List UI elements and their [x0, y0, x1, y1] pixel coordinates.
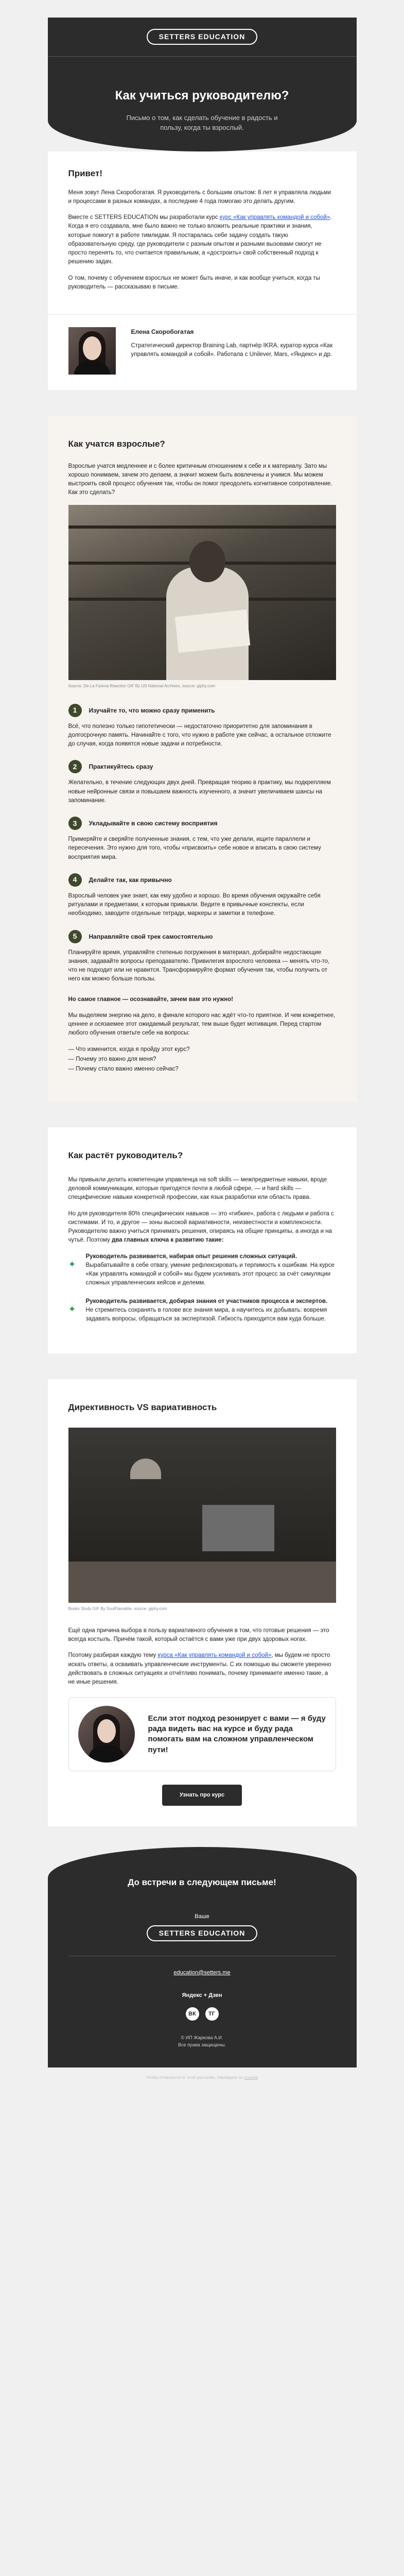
step-number: 3 — [68, 817, 82, 830]
directive-p2-after: , мы будем не просто искать ответы, а осваивать управленческие инструменты. С их помощью вы сможете уверенно действовать в сложных ситуациях и отчётливо понимать, почему принимаете именно такие, а не иные решения. — [68, 1652, 331, 1685]
skill-2-title: Руководитель развивается, добирая знания от участников процесса и экспертов. — [85, 1298, 328, 1304]
step-title: Укладывайте в свою систему восприятия — [89, 820, 218, 827]
skill-1-title: Руководитель развивается, набирая опыт решения сложных ситуаций. — [85, 1253, 297, 1260]
skill-item-2 — [68, 1297, 336, 1324]
question-1: — Что изменится, когда я пройду этот курс? — [68, 1046, 190, 1053]
author-name: Елена Скоробогатая — [131, 328, 194, 335]
growth-paragraph-1: Мы привыкли делить компетенции управленца на soft skills — межпредметные навыки, вроде деловой коммуникации, которые пригодятся почти в любой сфере, — и hard skills — специфические навыки конкретной профессии, как язык разработки или область права. — [68, 1176, 327, 1201]
sparkle-icon: ✦ — [68, 1303, 76, 1314]
step-item — [68, 704, 336, 749]
author-avatar-round — [78, 1706, 135, 1762]
growth-paragraph-2 — [68, 1210, 336, 1245]
greeting-heading: Привет! — [68, 168, 102, 178]
intro-p2-before: Вместе с SETTERS EDUCATION мы разработали курс — [68, 214, 220, 221]
growth-p2-bold: два главных ключа к развитию такие: — [112, 1237, 224, 1244]
page-subtitle: Письмо о том, как сделать обучение в радость и пользу, когда ты взрослый. — [126, 114, 278, 131]
intro-paragraph-2 — [68, 213, 336, 267]
growth-heading: Как растёт руководитель? — [68, 1150, 183, 1161]
unsubscribe-note — [48, 2067, 357, 2088]
footer-email-link[interactable]: education@setters.me — [173, 1969, 231, 1976]
author-avatar — [68, 327, 116, 375]
step-text: Планируйте время, управляйте степенью погружения в материал, добирайте недостающие знания, задавайте вопросы преподавателю. Привилегия взрослого человека — менять что-то, что не подходит или не нравится. Трансформируйте формат обучения так, чтобы получить от него как можно больше пользы. — [68, 949, 330, 982]
page-title: Как учиться руководителю? — [115, 89, 289, 103]
directive-p2-before: Поэтому разбирая каждую тему — [68, 1652, 158, 1659]
step-item — [68, 817, 336, 862]
step-number: 1 — [68, 704, 82, 717]
course-link[interactable]: курс «Как управлять командой и собой» — [219, 214, 330, 221]
footer-copyright — [68, 2034, 336, 2049]
skill-item-1 — [68, 1252, 336, 1288]
top-spacer — [0, 0, 404, 18]
step-title: Направляйте свой трек самостоятельно — [89, 933, 213, 940]
intro-paragraph-1: Меня зовут Лена Скоробогатая. Я руководитель с большим опытом: 8 лет я управляла людьми и процессами в разных командах, а последние 4 года помогаю это делать другим. — [68, 189, 331, 205]
directive-heading: Директивность VS вариативность — [68, 1402, 217, 1413]
image-caption-2: Books Study GIF By SoulFlamable, source: giphy.com — [68, 1606, 167, 1611]
intro-p2-after: . Когда я его создавала, мне было важно не только вложить реальные практики и знания, которые помогут в работе тимлидам. Я постаралась себе задачу создать такую образовательную среду, где руководители с разным опытом и разными вызовами смогут не просто перенять то, что считается правильным, а «достроить» свой собственный подход к решению задач. — [68, 214, 332, 265]
growth-p2-text: Но для руководителя 80% специфических навыков — это «гибкие», работа с людьми и работа с системами. И то, и другое — зоны высокой вариативности, неизвестности и комплексности. Руководителю важно учиться принимать решения, опираясь на общие принципы, а иногда и на чутьё. Поэтому — [68, 1210, 334, 1244]
vk-icon[interactable]: ВК — [186, 2007, 199, 2021]
skill-1-text: Вырабатывайте в себе отвагу, умение рефлексировать и терпимость к ошибкам. На курсе «Как управлять командой и собой» мы будем усиливать этот процесс за счёт симуляции сложных управленческих кейсов и делемм. — [85, 1262, 335, 1286]
library-reading-image — [68, 505, 336, 680]
telegram-icon[interactable]: ТГ — [205, 2007, 219, 2021]
copyright-line-2: Все права защищены. — [178, 2042, 226, 2048]
step-item — [68, 760, 336, 805]
step-title: Делайте так, как привычно — [89, 876, 172, 884]
footer-logo[interactable]: SETTERS EDUCATION — [147, 1925, 258, 1941]
header-logo[interactable]: SETTERS EDUCATION — [147, 29, 258, 45]
email-column — [48, 18, 357, 2088]
desk-study-image — [68, 1428, 336, 1603]
adults-closing-paragraph: Мы выделяем энергию на дело, в финале которого нас ждёт что-то приятное. И чем конкретнее, ценнее и осязаемее этот ожидаемый результат, тем выше будет мотивация. Перед стартом любого обучения ответьте себе на вопросы: — [68, 1012, 336, 1037]
step-number: 2 — [68, 760, 82, 773]
step-text: Всё, что полезно только гипотетически — недостаточно приоритетно для запоминания в долгосрочную память. Начинайте с того, что нужно в работе уже сейчас, а остальное отложите до случая, когда появятся новые задачи и потребности. — [68, 723, 331, 747]
question-3: — Почему стало важно именно сейчас? — [68, 1066, 179, 1072]
adults-key-point: Но самое главное — осознавайте, зачем вам это нужно! — [68, 996, 234, 1003]
intro-section — [48, 151, 357, 314]
unsubscribe-link[interactable]: ссылке — [244, 2075, 258, 2080]
step-item — [68, 873, 336, 919]
adults-section — [48, 416, 357, 1101]
step-title: Практикуйтесь сразу — [89, 763, 153, 771]
footer-farewell: До встречи в следующем письме! — [128, 1877, 276, 1887]
step-text: Желательно, в течение следующих двух дней. Превращая теорию в практику, мы подкрепляем новые нейронные связи и повышаем важность изученного, а значит увеличиваем шансы на запоминание. — [68, 779, 331, 804]
step-text: Примеряйте и сверяйте полученные знания, с тем, что уже делали, ищите параллели и пересечения. Это нужно для того, чтобы «присвоить» себе новое и вписать в свою систему восприятия мира. — [68, 836, 321, 860]
sparkle-icon: ✦ — [68, 1259, 76, 1269]
author-card — [48, 314, 357, 390]
question-2: — Почему это важно для меня? — [68, 1056, 156, 1062]
unsubscribe-text: Чтобы отписаться от этой рассылки, перейдите по — [146, 2075, 244, 2080]
step-title: Изучайте то, что можно сразу применить — [89, 706, 215, 714]
social-icons — [68, 2007, 336, 2021]
adults-heading: Как учатся взрослые? — [68, 439, 165, 449]
header-divider — [48, 56, 357, 57]
directive-section — [48, 1379, 357, 1826]
skill-2-text: Не стремитесь сохранять в голове все знания мира, а научитесь их добывать: вовремя задавать вопросы, обращаться за экспертизой. Гибкость приходится вам куда больше. — [85, 1307, 327, 1322]
step-number: 4 — [68, 873, 82, 887]
image-caption: Source: De La Farena Reaction GIF By US National Archives, source: giphy.com — [68, 683, 216, 688]
footer-social-label: Яндекс + Дзен — [182, 1992, 222, 1999]
course-link-2[interactable]: курса «Как управлять командой и собой» — [157, 1652, 272, 1659]
step-text: Взрослый человек уже знает, как ему удобно и хорошо. Во время обучения окружайте себя ритуалами и предметами, к которым привыкли. Ведите в привычные конспекты, если необходимо, заводите отдельные тетради, маркеры и заметки в телефоне. — [68, 892, 321, 917]
footer-yours: Ваше — [195, 1913, 209, 1920]
step-item — [68, 930, 336, 984]
cta-card — [68, 1697, 336, 1771]
adults-paragraph: Взрослые учатся медленнее и с более критичным отношением к себе и к материалу. Зато мы хорошо понимаем, зачем это делаем, а значит можем быть вовлечены и учимся. Мы можем выстроить свой процесс обучения так, чтобы он помог преодолеть когнитивное сопротивление. Как это сделать? — [68, 463, 332, 496]
footer — [48, 1847, 357, 2067]
cta-text: Если этот подход резонирует с вами — я буду рада видеть вас на курсе и буду рада помогать вам на сложном управленческом пути! — [148, 1714, 326, 1754]
header-hero — [48, 18, 357, 151]
directive-paragraph-1: Ещё одна причина выбора в пользу вариативного обучения в том, что готовые решения — это всегда костыль. Причём такой, который остаётся с вами уже при двух здоровых ногах. — [68, 1627, 329, 1642]
intro-paragraph-3: О том, почему с обучением взрослых не может быть иначе, и как вообще учиться, когда ты руководитель — рассказываю в письме. — [68, 275, 320, 290]
growth-section — [48, 1127, 357, 1353]
steps-list — [68, 704, 336, 984]
copyright-line-1: © ИП Жаркова А.И. — [181, 2035, 223, 2040]
step-number: 5 — [68, 930, 82, 943]
learn-course-button[interactable]: Узнать про курс — [162, 1785, 242, 1806]
directive-paragraph-2 — [68, 1651, 336, 1687]
author-bio: Стратегический директор Braining Lab, партнёр IKRA, куратор курса «Как управлять командой и собой». Работала с Unilever, Mars, «Яндекс» и др. — [131, 343, 333, 358]
